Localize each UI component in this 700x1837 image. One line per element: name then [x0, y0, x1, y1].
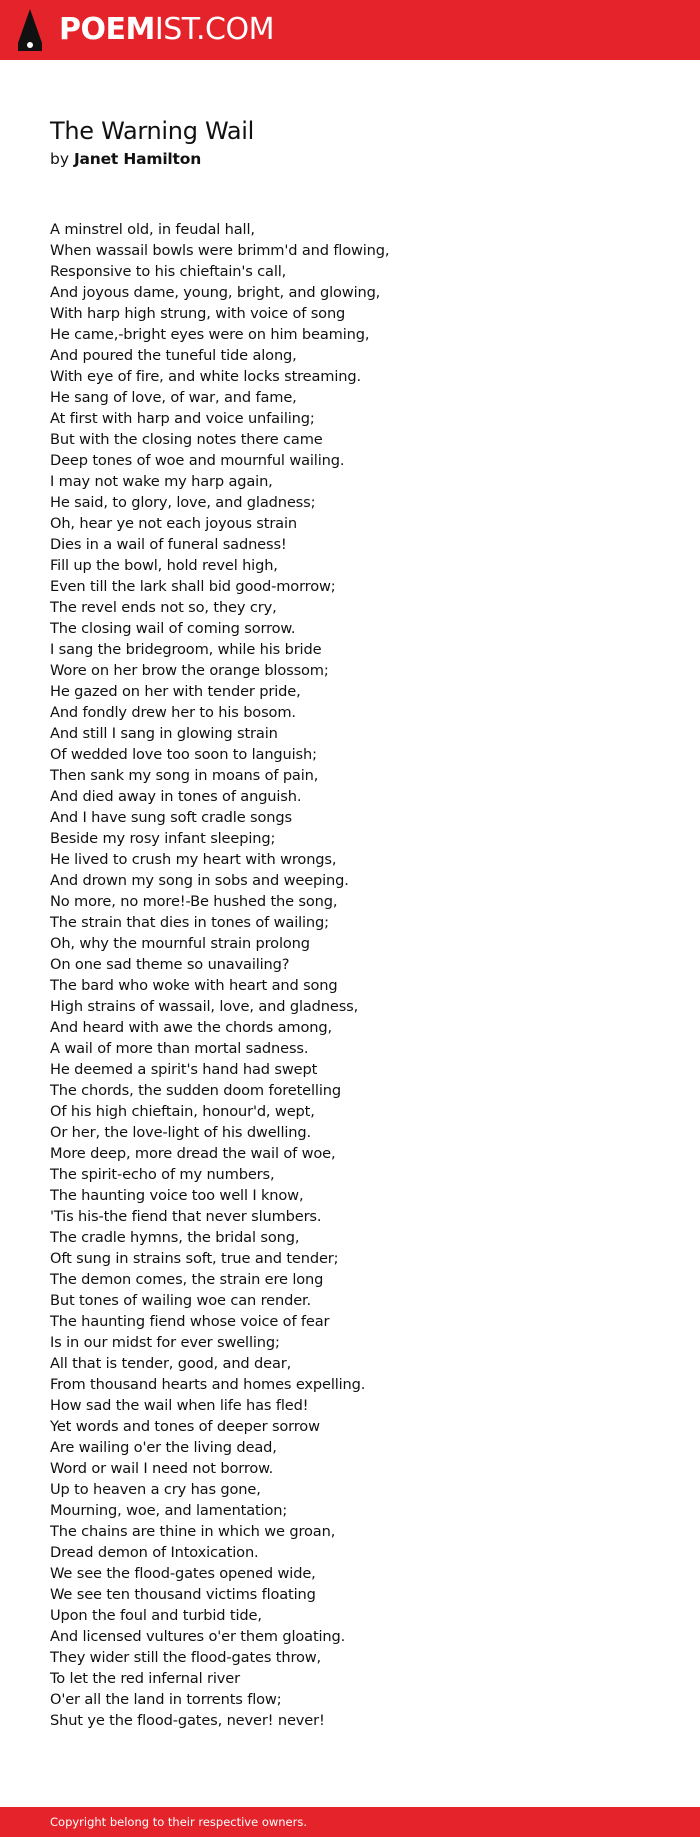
poem-line: The strain that dies in tones of wailing; — [50, 914, 329, 931]
poem-line: The cradle hymns, the bridal song, — [50, 1229, 300, 1246]
poem-line: Even till the lark shall bid good-morrow; — [50, 578, 336, 595]
poem-line: When wassail bowls were brimm'd and flowing, — [50, 242, 390, 259]
poem-line: Dies in a wail of funeral sadness! — [50, 536, 287, 553]
poem-line: More deep, more dread the wail of woe, — [50, 1145, 336, 1162]
poem-line: Responsive to his chieftain's call, — [50, 263, 287, 280]
poem-line: And I have sung soft cradle songs — [50, 809, 292, 826]
poem-line: Beside my rosy infant sleeping; — [50, 830, 276, 847]
poem-line: But tones of wailing woe can render. — [50, 1292, 312, 1309]
poem-line: Upon the foul and turbid tide, — [50, 1607, 262, 1624]
poem-line: Yet words and tones of deeper sorrow — [50, 1418, 320, 1435]
poem-title: The Warning Wail — [50, 117, 255, 145]
poem-line: The bard who woke with heart and song — [50, 977, 338, 994]
poem-line: To let the red infernal river — [50, 1670, 240, 1687]
site-logo-link[interactable] — [16, 9, 274, 51]
poem-line: Shut ye the flood-gates, never! never! — [50, 1712, 325, 1729]
poem-line: He deemed a spirit's hand had swept — [50, 1061, 318, 1078]
poem-line: Of wedded love too soon to languish; — [50, 746, 317, 763]
poem-line: The closing wail of coming sorrow. — [50, 620, 296, 637]
poem-line: The haunting fiend whose voice of fear — [50, 1313, 330, 1330]
poem-line: They wider still the flood-gates throw, — [50, 1649, 322, 1666]
poem-line: Up to heaven a cry has gone, — [50, 1481, 261, 1498]
poem-line: 'Tis his-the fiend that never slumbers. — [50, 1208, 322, 1225]
poem-line: The chains are thine in which we groan, — [50, 1523, 336, 1540]
poem-line: A wail of more than mortal sadness. — [50, 1040, 309, 1057]
poem-line: Oft sung in strains soft, true and tender; — [50, 1250, 339, 1267]
poem-line: The spirit-echo of my numbers, — [50, 1166, 275, 1183]
poem-line: And fondly drew her to his bosom. — [50, 704, 296, 721]
pen-nib-icon — [16, 9, 44, 51]
poem-line: O'er all the land in torrents flow; — [50, 1691, 282, 1708]
poem-line: He came,-bright eyes were on him beaming, — [50, 326, 370, 343]
poem-line: He said, to glory, love, and gladness; — [50, 494, 316, 511]
poem-line: On one sad theme so unavailing? — [50, 956, 290, 973]
poem-line: The chords, the sudden doom foretelling — [50, 1082, 341, 1099]
poem-line: And died away in tones of anguish. — [50, 788, 302, 805]
poem-line: But with the closing notes there came — [50, 431, 323, 448]
byline-prefix: by — [50, 150, 70, 168]
copyright-notice: Copyright belong to their respective owners. — [50, 1815, 308, 1829]
poem-line: He sang of love, of war, and fame, — [50, 389, 297, 406]
poem-line: No more, no more!-Be hushed the song, — [50, 893, 338, 910]
poem-line: Fill up the bowl, hold revel high, — [50, 557, 278, 574]
poem-line: How sad the wail when life has fled! — [50, 1397, 309, 1414]
poem-line: The haunting voice too well I know, — [50, 1187, 304, 1204]
poem-line: We see the flood-gates opened wide, — [50, 1565, 316, 1582]
poem-line: High strains of wassail, love, and gladness, — [50, 998, 359, 1015]
poem-line: With harp high strung, with voice of song — [50, 305, 346, 322]
poem-line: And joyous dame, young, bright, and glowing, — [50, 284, 381, 301]
poem-line: Is in our midst for ever swelling; — [50, 1334, 280, 1351]
poem-line: And still I sang in glowing strain — [50, 725, 278, 742]
site-header — [0, 0, 700, 60]
poem-line: Oh, why the mournful strain prolong — [50, 935, 310, 952]
poem-line: And licensed vultures o'er them gloating. — [50, 1628, 346, 1645]
logo-bold-part: POEM — [59, 12, 155, 47]
poem-line: We see ten thousand victims floating — [50, 1586, 316, 1603]
poem-line: Then sank my song in moans of pain, — [50, 767, 319, 784]
logo-light-part: IST.COM — [154, 12, 274, 47]
poem-line: The demon comes, the strain ere long — [50, 1271, 324, 1288]
poem-line: He lived to crush my heart with wrongs, — [50, 851, 337, 868]
poem-line: At first with harp and voice unfailing; — [50, 410, 315, 427]
poem-line: Mourning, woe, and lamentation; — [50, 1502, 288, 1519]
poem-line: Dread demon of Intoxication. — [50, 1544, 259, 1561]
poem-line: And poured the tuneful tide along, — [50, 347, 297, 364]
poem-line: Are wailing o'er the living dead, — [50, 1439, 277, 1456]
poem-line: He gazed on her with tender pride, — [50, 683, 301, 700]
poem-line: The revel ends not so, they cry, — [50, 599, 277, 616]
poem-line: All that is tender, good, and dear, — [50, 1355, 292, 1372]
poem-line: And drown my song in sobs and weeping. — [50, 872, 349, 889]
poem-line: Wore on her brow the orange blossom; — [50, 662, 329, 679]
poem-line: A minstrel old, in feudal hall, — [50, 221, 255, 238]
poem-line: From thousand hearts and homes expelling. — [50, 1376, 366, 1393]
poem-byline — [50, 148, 650, 170]
poem-line: I may not wake my harp again, — [50, 473, 273, 490]
poem-line: Deep tones of woe and mournful wailing. — [50, 452, 345, 469]
poem-header — [50, 114, 650, 170]
poem-line: With eye of fire, and white locks streaming. — [50, 368, 361, 385]
poem-line: Oh, hear ye not each joyous strain — [50, 515, 297, 532]
site-footer — [0, 1807, 700, 1837]
poem-author: Janet Hamilton — [73, 150, 202, 168]
poem-line: Or her, the love-light of his dwelling. — [50, 1124, 311, 1141]
poem-body — [50, 219, 650, 1731]
poem-line: I sang the bridegroom, while his bride — [50, 641, 322, 658]
poem-line: Word or wail I need not borrow. — [50, 1460, 274, 1477]
poem-line: Of his high chieftain, honour'd, wept, — [50, 1103, 315, 1120]
poem-line: And heard with awe the chords among, — [50, 1019, 332, 1036]
site-logo-text — [59, 9, 274, 51]
